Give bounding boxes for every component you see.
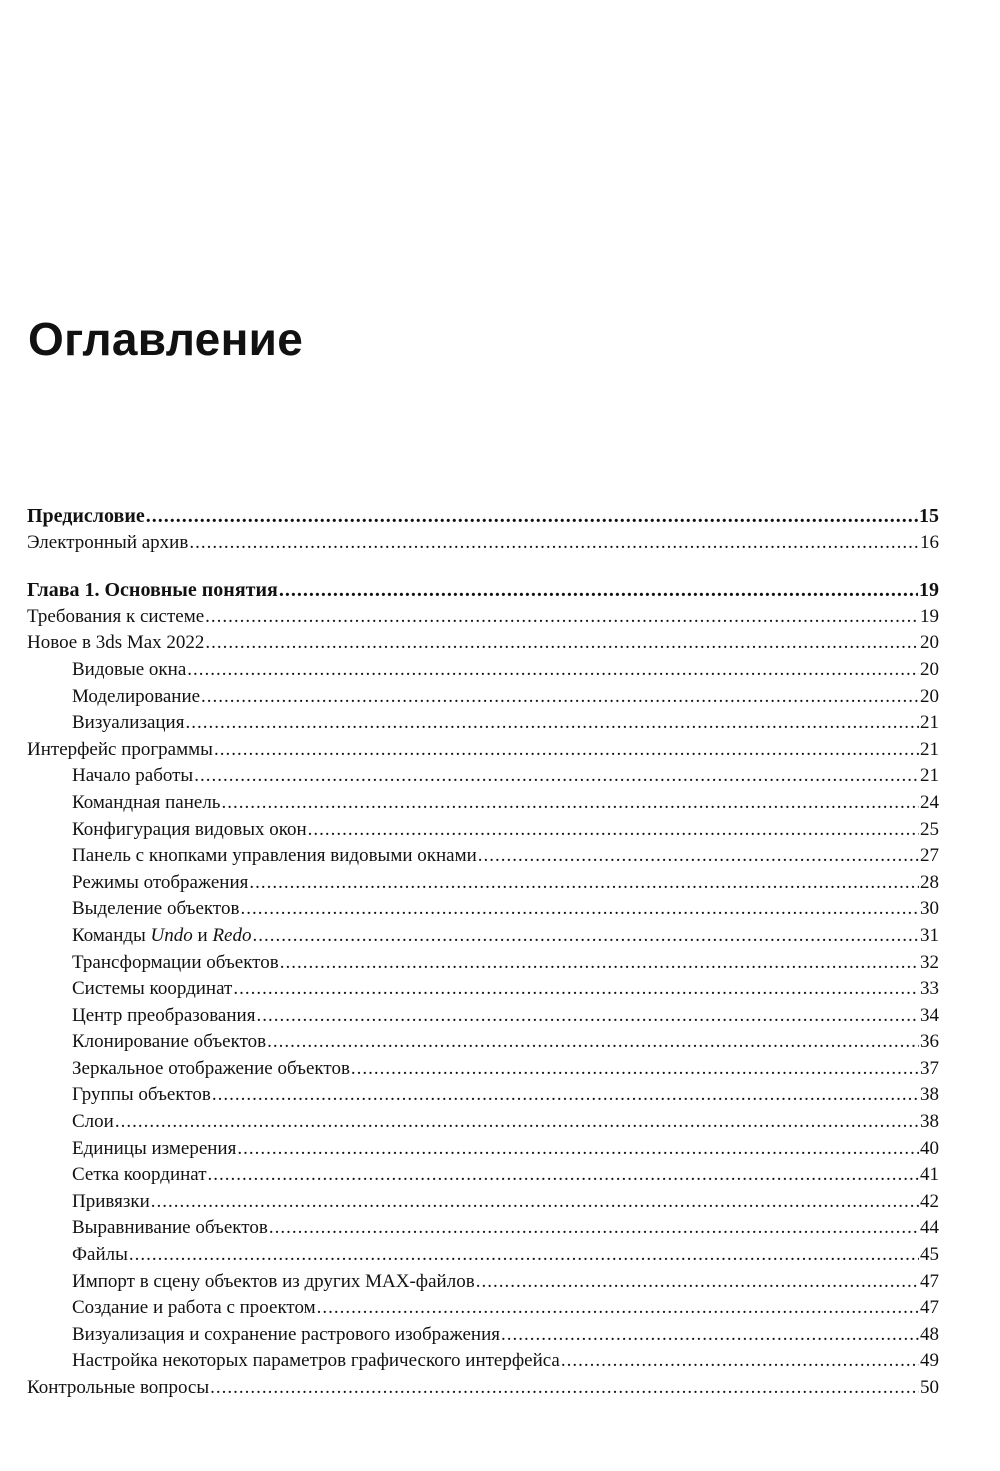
toc-entry-page-number: 20: [920, 658, 939, 680]
dot-leader: [253, 923, 920, 950]
toc-entry-page-number: 50: [920, 1377, 939, 1398]
toc-entry-page-number: 25: [920, 818, 939, 840]
toc-entry-page-number: 34: [920, 1004, 939, 1026]
toc-entry-title: Файлы: [72, 1244, 128, 1266]
toc-entry-title: Режимы отображения: [72, 871, 249, 893]
toc-entry[interactable]: [27, 1136, 939, 1163]
dot-leader: [476, 1269, 919, 1296]
toc-entry-page-number: 21: [920, 765, 939, 787]
toc-entry-page-number: 28: [920, 871, 939, 893]
toc-entry-title: Зеркальное отображение объектов: [72, 1057, 350, 1079]
toc-entry[interactable]: [27, 763, 939, 790]
toc-entry-page-number: 42: [920, 1190, 939, 1212]
toc-entry[interactable]: [27, 710, 939, 737]
toc-entry[interactable]: [27, 1056, 939, 1083]
dot-leader: [478, 843, 919, 870]
toc-entry-title: Начало работы: [72, 765, 194, 787]
toc-entry[interactable]: [27, 923, 939, 950]
toc-entry-page-number: 49: [920, 1350, 939, 1372]
table-of-contents: [27, 503, 939, 1402]
dot-leader: [201, 684, 919, 711]
toc-entry[interactable]: [27, 604, 939, 631]
toc-entry-title: Контрольные вопросы: [27, 1377, 210, 1398]
dot-leader: [194, 763, 919, 790]
toc-entry-title: Конфигурация видовых окон: [72, 818, 307, 840]
toc-entry-page-number: 40: [920, 1137, 939, 1159]
toc-entry-title: Настройка некоторых параметров графического интерфейса: [72, 1350, 560, 1372]
dot-leader: [308, 817, 919, 844]
dot-leader: [249, 870, 919, 897]
toc-entry[interactable]: [27, 790, 939, 817]
toc-entry[interactable]: [27, 817, 939, 844]
toc-entry[interactable]: [27, 1082, 939, 1109]
dot-leader: [129, 1242, 919, 1269]
dot-leader: [269, 1215, 919, 1242]
toc-entry-title: Команды Undo и Redo: [72, 924, 252, 946]
dot-leader: [240, 896, 919, 923]
toc-entry[interactable]: [27, 1348, 939, 1375]
dot-leader: [351, 1056, 919, 1083]
toc-entry[interactable]: [27, 843, 939, 870]
toc-entry[interactable]: [27, 1162, 939, 1189]
dot-leader: [561, 1348, 919, 1375]
toc-entry-page-number: 38: [920, 1111, 939, 1133]
toc-entry[interactable]: [27, 1242, 939, 1269]
toc-entry-title: Предисловие: [27, 505, 145, 527]
dot-leader: [185, 710, 919, 737]
toc-entry-title: Создание и работа с проектом: [72, 1297, 316, 1319]
toc-entry-title: Импорт в сцену объектов из других MAX-файлов: [72, 1270, 475, 1292]
toc-entry-page-number: 27: [920, 845, 939, 867]
toc-entry-title: Глава 1. Основные понятия: [27, 579, 278, 602]
toc-entry-page-number: 48: [920, 1323, 939, 1345]
toc-entry-title: Новое в 3ds Max 2022: [27, 632, 205, 654]
toc-entry-page-number: 20: [920, 632, 939, 654]
toc-entry[interactable]: [27, 896, 939, 923]
toc-entry[interactable]: [27, 1189, 939, 1216]
dot-leader: [146, 503, 918, 530]
dot-leader: [214, 737, 919, 764]
toc-entry-title: Системы координат: [72, 978, 233, 1000]
toc-entry-title: Выравнивание объектов: [72, 1217, 268, 1239]
toc-entry-page-number: 31: [920, 924, 939, 946]
toc-entry-title: Панель с кнопками управления видовыми окнами: [72, 845, 477, 867]
dot-leader: [208, 1162, 919, 1189]
dot-leader: [187, 657, 919, 684]
toc-entry-page-number: 36: [920, 1031, 939, 1053]
dot-leader: [233, 976, 919, 1003]
toc-entry-title: Интерфейс программы: [27, 738, 213, 760]
toc-entry[interactable]: [27, 870, 939, 897]
toc-entry[interactable]: [27, 1322, 939, 1349]
toc-entry-page-number: 45: [920, 1244, 939, 1266]
dot-leader: [189, 530, 919, 557]
toc-entry-title: Центр преобразования: [72, 1004, 256, 1026]
toc-entry-title: Видовые окна: [72, 658, 187, 680]
toc-entry[interactable]: [27, 737, 939, 764]
toc-entry-page-number: 19: [920, 605, 939, 627]
toc-entry[interactable]: [27, 657, 939, 684]
toc-entry-title: Трансформации объектов: [72, 951, 279, 973]
dot-leader: [115, 1109, 919, 1136]
toc-entry-title: Визуализация и сохранение растрового изображения: [72, 1323, 501, 1345]
dot-leader: [501, 1322, 919, 1349]
toc-entry-page-number: 38: [920, 1084, 939, 1106]
toc-entry-page-number: 37: [920, 1057, 939, 1079]
toc-entry-page-number: 20: [920, 685, 939, 707]
dot-leader: [151, 1189, 919, 1216]
dot-leader: [256, 1003, 919, 1030]
toc-entry-title: Выделение объектов: [72, 898, 240, 920]
toc-entry-title: Визуализация: [72, 712, 185, 734]
dot-leader: [221, 790, 919, 817]
dot-leader: [279, 577, 918, 604]
toc-entry[interactable]: [27, 1269, 939, 1296]
toc-entry[interactable]: [27, 1215, 939, 1242]
toc-entry-page-number: 15: [919, 505, 939, 527]
toc-entry[interactable]: [27, 503, 939, 530]
toc-entry-title: Привязки: [72, 1190, 150, 1212]
toc-entry-page-number: 21: [920, 738, 939, 760]
toc-entry[interactable]: [27, 577, 939, 604]
toc-entry[interactable]: [27, 530, 939, 557]
toc-entry[interactable]: [27, 950, 939, 977]
toc-entry[interactable]: [27, 684, 939, 711]
toc-entry[interactable]: [27, 630, 939, 657]
toc-entry-title: Требования к системе: [27, 605, 205, 627]
dot-leader: [205, 630, 919, 657]
toc-entry-page-number: 19: [919, 579, 939, 602]
toc-entry[interactable]: [27, 976, 939, 1003]
dot-leader: [212, 1082, 919, 1109]
toc-entry[interactable]: [27, 1003, 939, 1030]
page-title: Оглавление: [28, 313, 304, 365]
toc-entry-title: Моделирование: [72, 685, 201, 707]
toc-entry-title: Единицы измерения: [72, 1137, 237, 1159]
toc-entry-title: Командная панель: [72, 791, 221, 813]
dot-leader: [267, 1029, 919, 1056]
toc-entry[interactable]: [27, 1109, 939, 1136]
toc-entry-title: Группы объектов: [72, 1084, 211, 1106]
toc-entry-page-number: 47: [920, 1297, 939, 1319]
toc-entry-page-number: 30: [920, 898, 939, 920]
dot-leader: [280, 950, 919, 977]
toc-entry-title: Клонирование объектов: [72, 1031, 267, 1053]
toc-entry-page-number: 44: [920, 1217, 939, 1239]
toc-entry-page-number: 33: [920, 978, 939, 1000]
toc-entry[interactable]: [27, 1029, 939, 1056]
toc-entry-page-number: 41: [920, 1164, 939, 1186]
dot-leader: [237, 1136, 919, 1163]
toc-entry-page-number: 24: [920, 791, 939, 813]
dot-leader: [210, 1375, 919, 1402]
dot-leader: [317, 1295, 919, 1322]
toc-entry-page-number: 47: [920, 1270, 939, 1292]
toc-entry-page-number: 32: [920, 951, 939, 973]
toc-entry-title: Электронный архив: [27, 531, 189, 553]
toc-entry[interactable]: [27, 1295, 939, 1322]
toc-entry[interactable]: [27, 1375, 939, 1402]
toc-entry-page-number: 21: [920, 712, 939, 734]
toc-entry-title: Слои: [72, 1111, 114, 1133]
toc-entry-page-number: 16: [920, 531, 939, 553]
toc-entry-title: Сетка координат: [72, 1164, 207, 1186]
dot-leader: [205, 604, 919, 631]
